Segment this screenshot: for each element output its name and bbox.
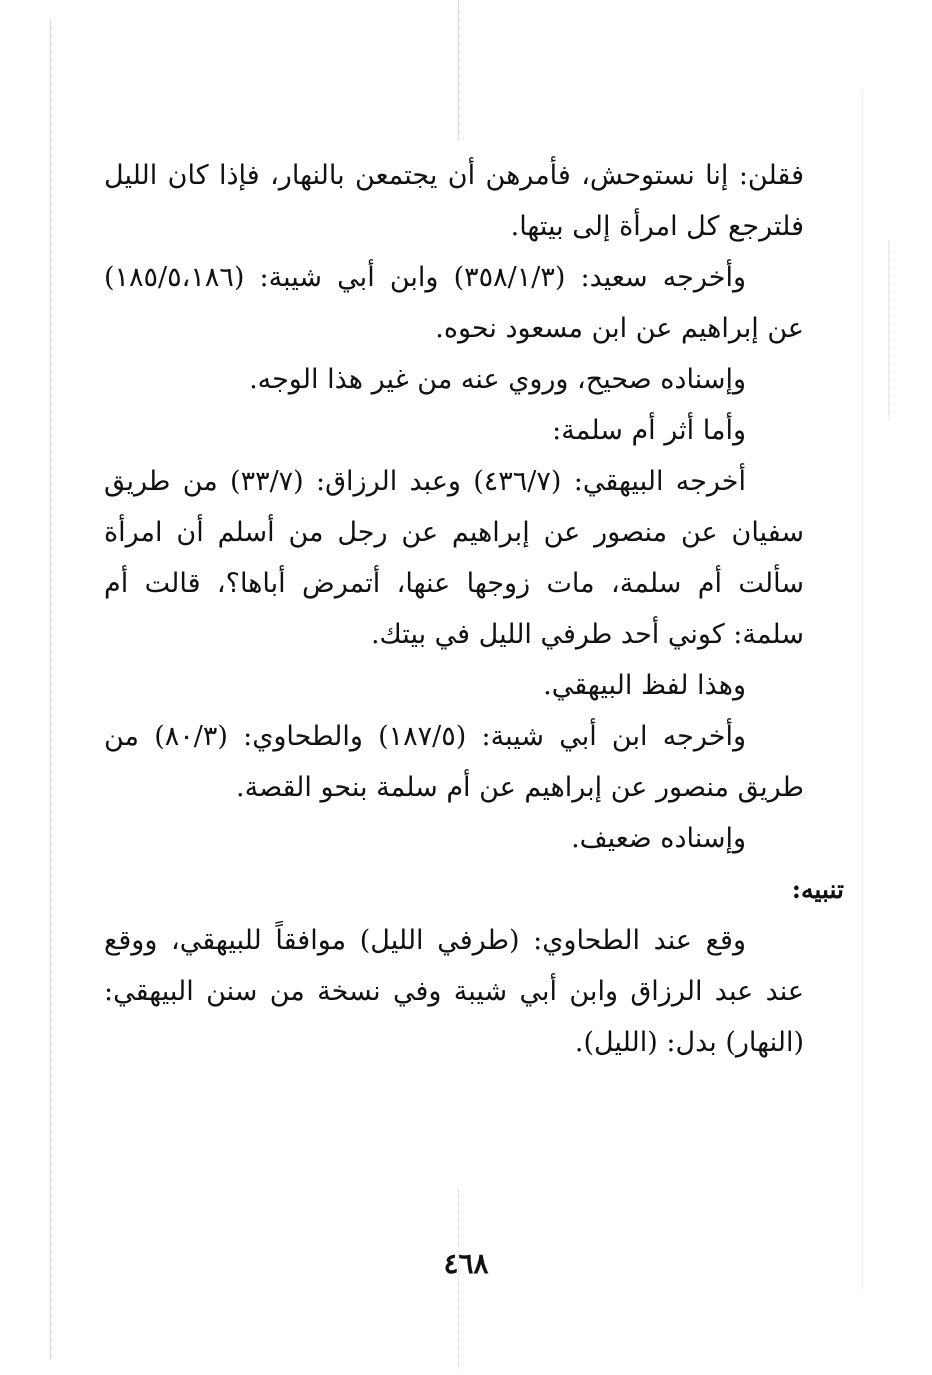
paragraph-7: وأخرجه ابن أبي شيبة: (١٨٧/٥) والطحاوي: (٨٠/٣) من طريق منصور عن إبراهيم عن أم سلمة بنحو القصة. — [104, 721, 804, 803]
paragraph-2: وأخرجه سعيد: (٣٥٨/١/٣) وابن أبي شيبة: (١٨٥/٥،١٨٦) عن إبراهيم عن ابن مسعود نحوه. — [104, 262, 804, 344]
page-number: ٤٦٨ — [443, 1247, 489, 1280]
scan-dotted-line — [458, 0, 459, 140]
scan-dotted-line — [888, 240, 889, 420]
paragraph-8: وإسناده ضعيف. — [571, 823, 746, 854]
paragraph-4: وأما أثر أم سلمة: — [552, 415, 746, 446]
paragraph-5: أخرجه البيهقي: (٤٣٦/٧) وعبد الرزاق: (٣٣/٧) من طريق سفيان عن منصور عن إبراهيم عن رجل من أسلم أن امرأة سألت أم سلمة، مات زوجها عنها، أتمرض أباها؟، قالت أم سلمة: كوني أحد طرفي الليل في بيتك. — [104, 466, 804, 650]
scan-dotted-line — [50, 20, 51, 1360]
page-body — [104, 150, 844, 1068]
paragraph-1: فقلن: إنا نستوحش، فأمرهن أن يجتمعن بالنهار، فإذا كان الليل فلترجع كل امرأة إلى بيتها. — [104, 160, 804, 242]
paragraph-6: وهذا لفظ البيهقي. — [543, 670, 746, 701]
scan-dotted-line — [862, 90, 863, 1290]
paragraph-9: وقع عند الطحاوي: (طرفي الليل) موافقاً للبيهقي، ووقع عند عبد الرزاق وابن أبي شيبة وفي نسخة من سنن البيهقي: (النهار) بدل: (الليل). — [104, 925, 804, 1058]
scan-dotted-line — [458, 1190, 459, 1370]
section-heading: تنبيه: — [791, 875, 844, 904]
paragraph-3: وإسناده صحيح، وروي عنه من غير هذا الوجه. — [249, 364, 746, 395]
